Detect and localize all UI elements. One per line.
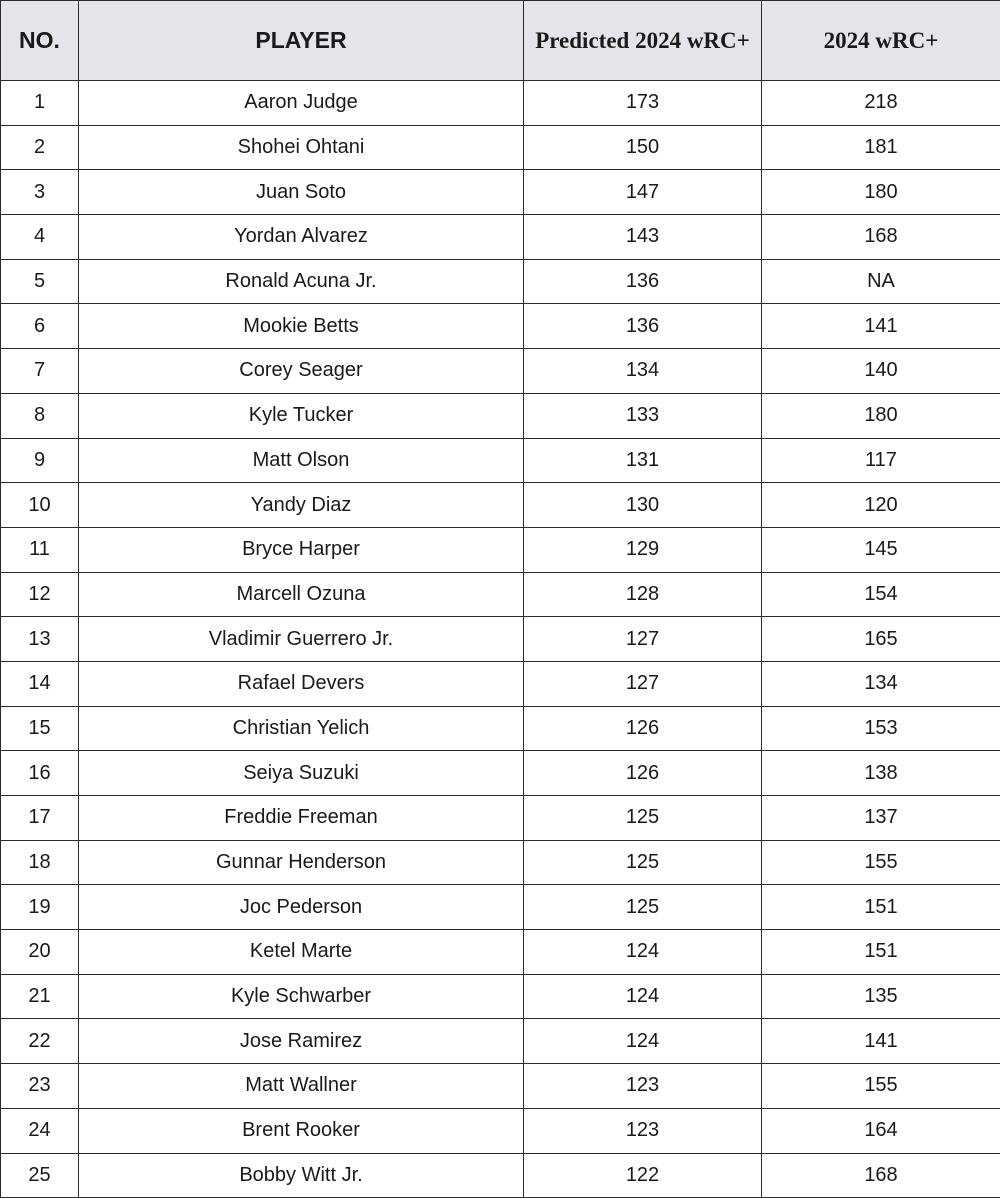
- cell-actual-wrc: 165: [762, 617, 1000, 662]
- cell-player: Ketel Marte: [79, 930, 524, 975]
- cell-no: 7: [1, 349, 79, 394]
- cell-player: Mookie Betts: [79, 304, 524, 349]
- table-row: [1, 1108, 1000, 1153]
- cell-player: Yandy Diaz: [79, 483, 524, 528]
- cell-player: Bobby Witt Jr.: [79, 1153, 524, 1198]
- table-row: [1, 170, 1000, 215]
- cell-no: 15: [1, 706, 79, 751]
- table-row: [1, 840, 1000, 885]
- header-player: PLAYER: [79, 1, 524, 81]
- table-row: [1, 1153, 1000, 1198]
- cell-no: 23: [1, 1064, 79, 1109]
- cell-predicted-wrc: 173: [524, 81, 762, 126]
- cell-predicted-wrc: 150: [524, 125, 762, 170]
- cell-no: 25: [1, 1153, 79, 1198]
- table-row: [1, 706, 1000, 751]
- table-row: [1, 393, 1000, 438]
- cell-player: Matt Olson: [79, 438, 524, 483]
- cell-actual-wrc: 120: [762, 483, 1000, 528]
- cell-no: 8: [1, 393, 79, 438]
- cell-actual-wrc: 154: [762, 572, 1000, 617]
- cell-player: Jose Ramirez: [79, 1019, 524, 1064]
- cell-predicted-wrc: 126: [524, 706, 762, 751]
- cell-actual-wrc: 141: [762, 304, 1000, 349]
- table-row: [1, 885, 1000, 930]
- cell-player: Rafael Devers: [79, 661, 524, 706]
- cell-actual-wrc: 218: [762, 81, 1000, 126]
- cell-predicted-wrc: 143: [524, 215, 762, 260]
- table-row: [1, 930, 1000, 975]
- table-row: [1, 81, 1000, 126]
- table-row: [1, 438, 1000, 483]
- table-row: [1, 661, 1000, 706]
- table-row: [1, 125, 1000, 170]
- table-row: [1, 1019, 1000, 1064]
- cell-actual-wrc: 168: [762, 215, 1000, 260]
- cell-player: Freddie Freeman: [79, 796, 524, 841]
- cell-player: Brent Rooker: [79, 1108, 524, 1153]
- table-row: [1, 259, 1000, 304]
- cell-predicted-wrc: 136: [524, 304, 762, 349]
- table-row: [1, 617, 1000, 662]
- cell-no: 9: [1, 438, 79, 483]
- table-row: [1, 572, 1000, 617]
- table-row: [1, 796, 1000, 841]
- cell-actual-wrc: 134: [762, 661, 1000, 706]
- cell-predicted-wrc: 126: [524, 751, 762, 796]
- cell-player: Ronald Acuna Jr.: [79, 259, 524, 304]
- table-row: [1, 974, 1000, 1019]
- cell-actual-wrc: 138: [762, 751, 1000, 796]
- cell-no: 19: [1, 885, 79, 930]
- cell-predicted-wrc: 136: [524, 259, 762, 304]
- cell-actual-wrc: 155: [762, 840, 1000, 885]
- cell-no: 1: [1, 81, 79, 126]
- cell-no: 16: [1, 751, 79, 796]
- cell-actual-wrc: 164: [762, 1108, 1000, 1153]
- cell-player: Matt Wallner: [79, 1064, 524, 1109]
- cell-actual-wrc: 117: [762, 438, 1000, 483]
- cell-actual-wrc: 140: [762, 349, 1000, 394]
- cell-no: 4: [1, 215, 79, 260]
- cell-predicted-wrc: 134: [524, 349, 762, 394]
- cell-predicted-wrc: 125: [524, 885, 762, 930]
- cell-no: 14: [1, 661, 79, 706]
- cell-no: 5: [1, 259, 79, 304]
- cell-predicted-wrc: 129: [524, 527, 762, 572]
- cell-predicted-wrc: 123: [524, 1108, 762, 1153]
- cell-predicted-wrc: 130: [524, 483, 762, 528]
- table-row: [1, 1064, 1000, 1109]
- cell-actual-wrc: 135: [762, 974, 1000, 1019]
- cell-player: Kyle Tucker: [79, 393, 524, 438]
- cell-no: 20: [1, 930, 79, 975]
- table-row: [1, 751, 1000, 796]
- cell-predicted-wrc: 124: [524, 930, 762, 975]
- table-body: [1, 81, 1000, 1198]
- cell-actual-wrc: 168: [762, 1153, 1000, 1198]
- cell-player: Aaron Judge: [79, 81, 524, 126]
- cell-no: 11: [1, 527, 79, 572]
- header-predicted-wrc: Predicted 2024 wRC+: [524, 1, 762, 81]
- cell-no: 2: [1, 125, 79, 170]
- cell-player: Christian Yelich: [79, 706, 524, 751]
- cell-actual-wrc: 155: [762, 1064, 1000, 1109]
- cell-player: Bryce Harper: [79, 527, 524, 572]
- cell-predicted-wrc: 127: [524, 661, 762, 706]
- cell-actual-wrc: 180: [762, 393, 1000, 438]
- cell-predicted-wrc: 125: [524, 840, 762, 885]
- cell-player: Gunnar Henderson: [79, 840, 524, 885]
- table-row: [1, 527, 1000, 572]
- cell-actual-wrc: 181: [762, 125, 1000, 170]
- cell-predicted-wrc: 125: [524, 796, 762, 841]
- table-row: [1, 483, 1000, 528]
- cell-predicted-wrc: 133: [524, 393, 762, 438]
- cell-predicted-wrc: 124: [524, 974, 762, 1019]
- cell-actual-wrc: 141: [762, 1019, 1000, 1064]
- cell-actual-wrc: 145: [762, 527, 1000, 572]
- header-row: [1, 1, 1000, 81]
- cell-predicted-wrc: 123: [524, 1064, 762, 1109]
- cell-player: Joc Pederson: [79, 885, 524, 930]
- cell-player: Marcell Ozuna: [79, 572, 524, 617]
- cell-no: 21: [1, 974, 79, 1019]
- cell-predicted-wrc: 131: [524, 438, 762, 483]
- table-row: [1, 349, 1000, 394]
- cell-predicted-wrc: 122: [524, 1153, 762, 1198]
- header-actual-wrc: 2024 wRC+: [762, 1, 1000, 81]
- cell-actual-wrc: 180: [762, 170, 1000, 215]
- cell-no: 17: [1, 796, 79, 841]
- cell-actual-wrc: 153: [762, 706, 1000, 751]
- cell-predicted-wrc: 147: [524, 170, 762, 215]
- cell-actual-wrc: 151: [762, 930, 1000, 975]
- cell-no: 18: [1, 840, 79, 885]
- cell-player: Juan Soto: [79, 170, 524, 215]
- cell-player: Seiya Suzuki: [79, 751, 524, 796]
- cell-predicted-wrc: 128: [524, 572, 762, 617]
- cell-predicted-wrc: 124: [524, 1019, 762, 1064]
- cell-no: 10: [1, 483, 79, 528]
- cell-actual-wrc: 137: [762, 796, 1000, 841]
- header-no: NO.: [1, 1, 79, 81]
- table-row: [1, 304, 1000, 349]
- cell-no: 24: [1, 1108, 79, 1153]
- cell-actual-wrc: 151: [762, 885, 1000, 930]
- cell-predicted-wrc: 127: [524, 617, 762, 662]
- cell-player: Corey Seager: [79, 349, 524, 394]
- cell-no: 12: [1, 572, 79, 617]
- cell-no: 3: [1, 170, 79, 215]
- cell-actual-wrc: NA: [762, 259, 1000, 304]
- cell-no: 22: [1, 1019, 79, 1064]
- table-header: [1, 1, 1000, 81]
- cell-player: Kyle Schwarber: [79, 974, 524, 1019]
- cell-player: Yordan Alvarez: [79, 215, 524, 260]
- cell-player: Shohei Ohtani: [79, 125, 524, 170]
- table-row: [1, 215, 1000, 260]
- cell-no: 13: [1, 617, 79, 662]
- cell-no: 6: [1, 304, 79, 349]
- cell-player: Vladimir Guerrero Jr.: [79, 617, 524, 662]
